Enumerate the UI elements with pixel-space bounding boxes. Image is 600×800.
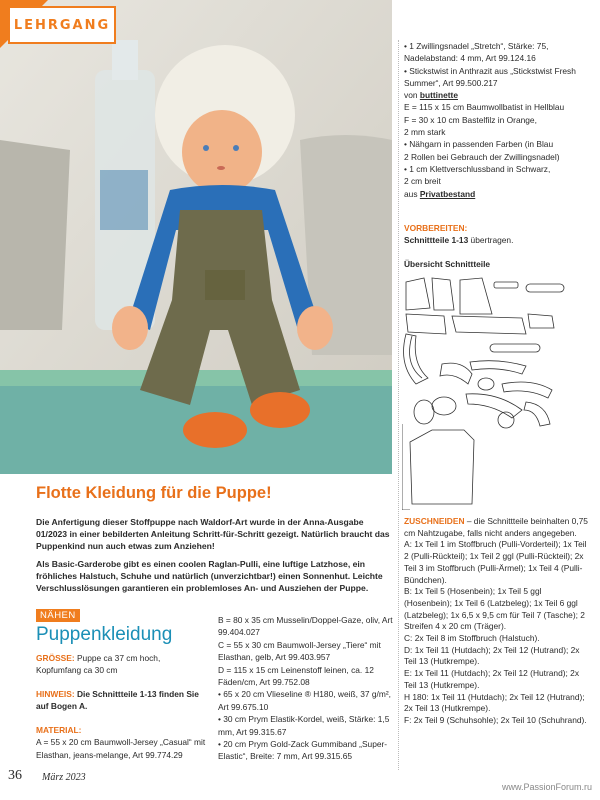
material-line: 2 mm stark [404,127,446,138]
material-line: • 1 Zwillingsnadel „Stretch“, Stärke: 75, [404,41,549,51]
material-line: E = 115 x 15 cm Baumwollbatist in Hellblau [404,102,565,113]
zuschneiden-heading: ZUSCHNEIDEN [404,516,465,526]
groesse-block [36,652,206,677]
vorbereiten-text: übertragen. [468,235,514,246]
issue-date: März 2023 [42,772,86,783]
brand: buttinette [419,90,458,101]
groesse-text: Puppe ca 37 cm hoch, Kopfumfang ca 30 cm [36,653,161,676]
cut-line: D: 1x Teil 11 (Hutdach); 2x Teil 12 (Hutrand); 2x Teil 13 (Hutkrempe). [404,644,580,667]
material-item: D = 115 x 15 cm Leinenstoff leinen, ca. 12 Fäden/cm, Art 99.752.08 [218,664,374,688]
material-item: • 65 x 20 cm Vlieseline ® H180, weiß, 37 g/m², Art 99.675.10 [218,689,391,712]
material-line: Summer“, Art 99.500.217 [404,77,498,88]
cut-line: C: 2x Teil 8 im Stoffbruch (Halstuch). [404,633,540,644]
cut-line: E: 1x Teil 11 (Hutdach); 2x Teil 12 (Hutrand); 2x Teil 13 (Hutkrempe). [404,668,580,690]
material-line: • Nähgarn in passenden Farben (in Blau [404,139,554,150]
hinweis-label: HINWEIS: [36,689,75,699]
hinweis-text: Die Schnittteile 1-13 finden Sie auf Bogen A. [36,689,199,712]
zuschneiden-block [404,516,590,727]
cut-line: F: 2x Teil 9 (Schuhsohle); 2x Teil 10 (Schuhrand). [404,714,587,725]
material-label: MATERIAL: [36,725,82,735]
uebersicht-heading: Übersicht Schnittteile [404,259,491,269]
lehrgang-label: LEHRGANG [13,17,111,33]
material-line: • 1 cm Klettverschlussband in Schwarz, [404,163,551,174]
vorbereiten-block [404,222,590,247]
material-block [36,724,206,761]
material-item: C = 55 x 30 cm Baumwoll-Jersey „Tiere“ mit Elasthan, gelb, Art 99.403.957 [218,639,381,663]
intro-paragraph: Die Anfertigung dieser Stoffpuppe nach Waldorf-Art wurde in der Anna-Ausgabe 01/2023 in einer bebilderten Anleitung Schritt-für-Schritt gezeigt. Natürlich braucht das Puppenkind nun auch etwas zum Anziehen! [36,517,390,552]
material-line: • Stickstwist in Anthrazit aus „Stickstwist Fresh [404,65,576,76]
material-line: 2 Rollen bei Gebrauch der Zwillingsnadel) [404,151,560,162]
material-item: • 20 cm Prym Gold-Zack Gummiband „Super-Elastic“, Breite: 7 mm, Art 99.315.65 [218,739,388,762]
source-line: aus Privatbestand [404,188,476,199]
vorbereiten-bold: Schnittteile 1-13 [404,235,469,246]
material-line: F = 30 x 10 cm Bastelfilz in Orange, [404,114,537,125]
material-list-continued [404,40,590,200]
site-watermark: www.PassionForum.ru [501,782,592,792]
naehen-badge: NÄHEN [36,609,80,622]
intro-paragraph-2: Als Basic-Garderobe gibt es einen coolen Raglan-Pulli, eine luftige Latzhose, ein fröhliches Halstuch, Schuhe und natürlich (unverzichtbar!) einen Sonnenhut. Leichte Verschlusslösungen garantieren ein problemloses An- und Ausziehen der Puppe. [36,559,383,594]
hinweis-block [36,688,206,713]
headline: Flotte Kleidung für die Puppe! [36,484,272,502]
doll-photo [0,0,392,474]
column-divider [398,40,399,770]
lehrgang-tag [8,6,116,44]
material-a: A = 55 x 20 cm Baumwoll-Jersey „Casual“ mit Elasthan, jeans-melange, Art 99.774.29 [36,737,206,760]
material-line: Nadelabstand: 4 mm, Art 99.124.16 [404,53,536,64]
material-item: • 30 cm Prym Elastik-Kordel, weiß, Stärke: 1,5 mm, Art 99.315.67 [218,714,390,737]
groesse-label: GRÖSSE: [36,653,75,663]
source: Privatbestand [419,188,476,199]
pattern-overview [402,274,576,510]
material-line: 2 cm breit [404,176,441,187]
page-number: 36 [8,768,22,783]
section-title: Puppenkleidung [36,624,173,645]
source-line: von buttinette [404,90,458,101]
material-item: B = 80 x 35 cm Musselin/Doppel-Gaze, oliv, Art 99.404.027 [218,615,393,638]
zuschneiden-intro: – die Schnittteile beinhalten 0,75 cm Nahtzugabe, falls nicht anders angegeben. [404,516,588,538]
material-list [218,614,398,763]
cut-line: B: 1x Teil 5 (Hosenbein); 1x Teil 5 ggl (Hosenbein); 1x Teil 6 (Latzbeleg); 1x Teil 6 ggl (Latzbeleg); 1x 6,5 x 9,5 cm für Teil 7 (Tasche); 2 Streifen 4 x 20 cm (Träger). [404,586,585,632]
cut-line: H 180: 1x Teil 11 (Hutdach); 2x Teil 12 (Hutrand); 2x Teil 13 (Hutkrempe). [404,691,585,714]
cut-line: A: 1x Teil 1 im Stoffbruch (Pulli-Vorderteil); 1x Teil 2 (Pulli-Rückteil); 1x Teil 2 ggl (Pulli-Rückteil); 2x Teil 3 im Stoffbruch (Pulli-Ärmel); 1x Teil 4 (Pulli-Bündchen). [404,539,587,585]
vorbereiten-heading: VORBEREITEN: [404,223,468,233]
